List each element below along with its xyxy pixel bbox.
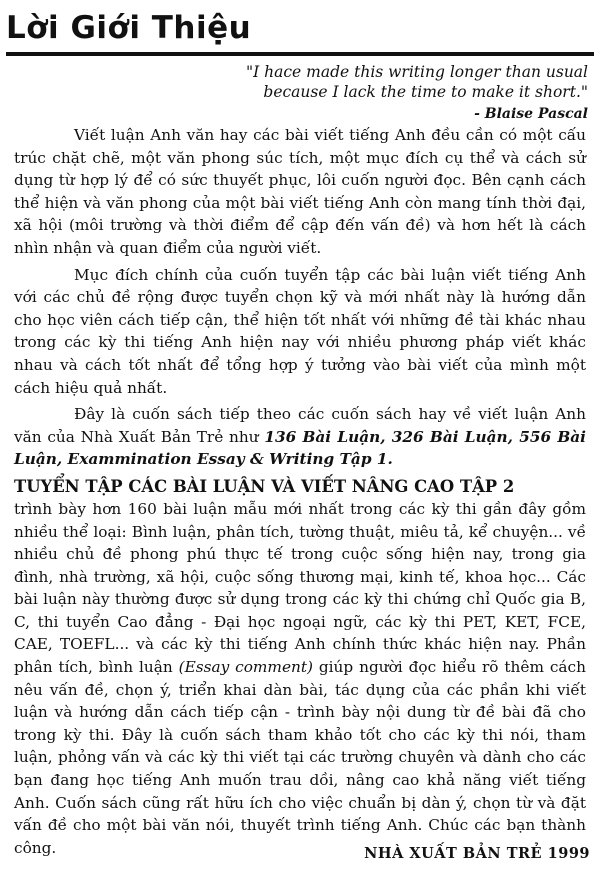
paragraph-3-body-b: giúp người đọc hiểu rõ thêm cách nêu vấn đề, chọn ý, triển khai dàn bài, tác dụng của các phần khi viết luận và hướng dẫn cách tiếp cận - trình bày nội dung từ đề bài đã cho trong kỳ thi. Đây là cuốn sách tham khảo tốt cho các kỳ thi nói, tham luận, phỏng vấn và các kỳ thi viết tại các trường chuyên và dành cho các bạn đang học tiếng Anh muốn trau dồi, nâng cao khả năng viết tiếng Anh. Cuốn sách cũng rất hữu ích cho việc chuẩn bị dàn ý, chọn từ và đặt vấn đề cho một bài văn nói, thuyết trình tiếng Anh. Chúc các bạn thành công. xyxy=(14,658,586,857)
epigraph-line-2: because I lack the time to make it short." xyxy=(263,83,588,101)
paragraph-3-lead-text: Đây là cuốn sách tiếp theo các cuốn sách hay về viết luận Anh văn của Nhà Xuất Bản Trẻ như xyxy=(14,405,586,446)
page-title: Lời Giới Thiệu xyxy=(6,10,252,46)
publisher-signature: NHÀ XUẤT BẢN TRẺ 1999 xyxy=(364,845,590,862)
essay-comment: (Essay comment) xyxy=(178,658,313,677)
book-titles: 136 Bài Luận, 326 Bài Luận, 556 Bài Luận, Exammination Essay & Writing Tập 1. xyxy=(14,427,586,469)
paragraph-3-lead xyxy=(14,403,586,471)
paragraph-1: Viết luận Anh văn hay các bài viết tiếng Anh đều cần có một cấu trúc chặt chẽ, một văn phong súc tích, một mục đích cụ thể và cách sử dụng từ hợp lý để có sức thuyết phục, lôi cuốn người đọc. Bên cạnh cách thể hiện và văn phong của một bài viết tiếng Anh còn mang tính thời đại, xã hội (môi trường và thời điểm để cập đến vấn đề) và hơn hết là cách nhìn nhận và quan điểm của người viết. xyxy=(14,126,586,257)
epigraph-author: - Blaise Pascal xyxy=(474,106,588,122)
paragraph-3-body-a: trình bày hơn 160 bài luận mẫu mới nhất trong các kỳ thi gần đây gồm nhiều thể loại: Bình luận, phân tích, tường thuật, miêu tả, kể chuyện... về nhiều chủ đề phong phú thực tế trong cuộc sống hiện nay, trong gia đình, nhà trường, xã hội, cuộc sống thương mại, kinh tế, khoa học... Các bài luận này thường được sử dụng trong các kỳ thi chứng chỉ Quốc gia B, C, thi tuyển Cao đẳng - Đại học ngoại ngữ, các kỳ thi PET, KET, FCE, CAE, TOEFL... và các kỳ thi tiếng Anh chính thức khác hiện nay. Phần phân tích, bình luận xyxy=(14,499,586,677)
paragraph-3-body xyxy=(14,498,586,860)
paragraph-2: Mục đích chính của cuốn tuyển tập các bài luận viết tiếng Anh với các chủ đề rộng được tuyển chọn kỹ và mới nhất này là hướng dẫn cho học viên cách tiếp cận, thể hiện tốt nhất với những đề tài khác nhau trong các kỳ thi tiếng Anh hiện nay với nhiều phương pháp viết khác nhau và cách tốt nhất để tổng hợp ý tưởng vào bài viết của mình một cách hiệu quả nhất. xyxy=(14,265,586,397)
book-title-heading: TUYỂN TẬP CÁC BÀI LUẬN VÀ VIẾT NÂNG CAO TẬP 2 xyxy=(14,476,515,496)
body-text xyxy=(14,124,586,863)
epigraph xyxy=(128,62,588,124)
title-underline xyxy=(6,52,594,56)
epigraph-line-1: "I hace made this writing longer than usual xyxy=(245,63,588,81)
